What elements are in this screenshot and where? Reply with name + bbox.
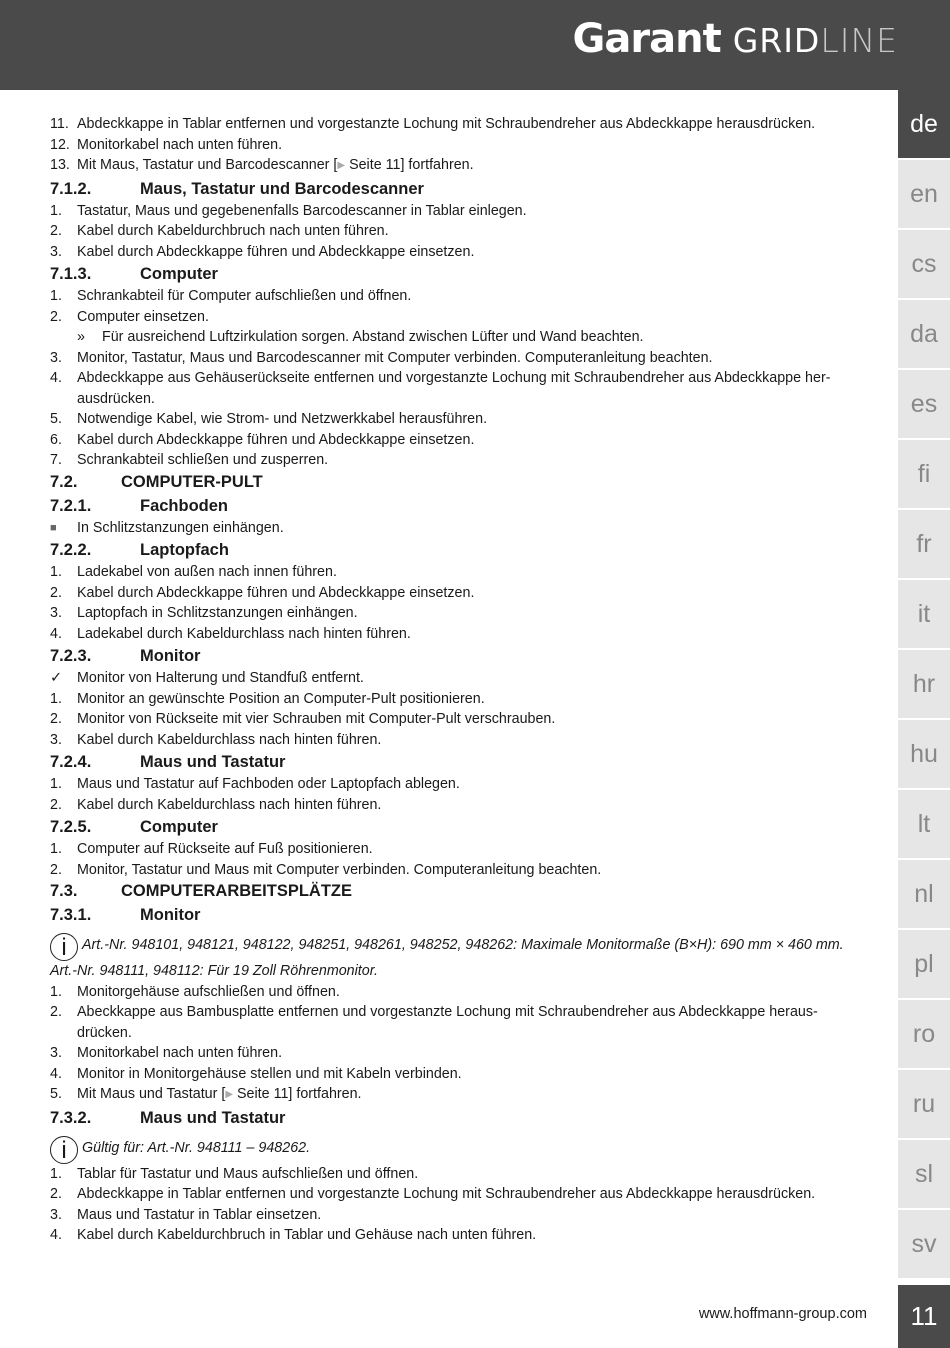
- section-heading-7-2-1: 7.2.1. Fachboden: [50, 496, 229, 515]
- list-text: Kabel durch Kabeldurchlass nach hinten führen.: [77, 796, 382, 813]
- list-number: 1.: [50, 690, 62, 707]
- language-tab-hu[interactable]: hu: [898, 720, 950, 788]
- list-text: Monitor an gewünschte Position an Computer-Pult positionieren.: [77, 690, 485, 707]
- page-header: [0, 0, 950, 90]
- language-tab-ro[interactable]: ro: [898, 1000, 950, 1068]
- language-tab-fi[interactable]: fi: [898, 440, 950, 508]
- language-tab-da[interactable]: da: [898, 300, 950, 368]
- list-text: Ladekabel von außen nach innen führen.: [77, 564, 337, 580]
- list-item: [50, 368, 870, 409]
- brand-name: Garant: [572, 16, 721, 62]
- page-link[interactable]: Seite 11] fortfahren.: [233, 1086, 362, 1102]
- list-text: Monitor, Tastatur, Maus und Barcodescanner mit Computer verbinden. Computeranleitung beachten.: [77, 349, 713, 366]
- list-item: [50, 730, 870, 751]
- list-text: Kabel durch Kabeldurchbruch in Tablar und Gehäuse nach unten führen.: [77, 1227, 537, 1243]
- list-number: 5.: [50, 411, 62, 427]
- list-text: Kabel durch Abdeckkappe führen und Abdeckkappe einsetzen.: [77, 243, 475, 260]
- list-item: [50, 1225, 870, 1246]
- list-text: Schrankabteil schließen und zusperren.: [77, 452, 329, 468]
- section-heading-7-2: 7.2. COMPUTER-PULT: [50, 472, 263, 491]
- list-text: Monitor von Rückseite mit vier Schrauben mit Computer-Pult verschrauben.: [77, 711, 556, 727]
- list-number: 1.: [50, 983, 62, 1000]
- list-number: 3.: [50, 349, 62, 366]
- list-item: [50, 839, 870, 860]
- section-heading-7-3: 7.3. COMPUTERARBEITSPLÄTZE: [50, 882, 352, 900]
- list-text: Monitorgehäuse aufschließen und öffnen.: [77, 983, 340, 1000]
- list-number: 4.: [50, 625, 62, 642]
- list-text: Abdeckkappe aus Gehäuserückseite entfernen und vorgestanzte Lochung mit Schraubendreher aus Abdeckkappe her-ausdrücken.: [77, 370, 831, 407]
- list-number: 3.: [50, 243, 62, 260]
- list-number: 3.: [50, 605, 62, 621]
- section-heading-7-1-2: 7.1.2. Maus, Tastatur und Barcodescanner: [50, 179, 424, 198]
- list-item: [50, 709, 870, 730]
- list-item: [50, 603, 870, 624]
- list-item: [50, 201, 870, 222]
- list-item: [50, 982, 870, 1003]
- list-text: Schrankabteil für Computer aufschließen und öffnen.: [77, 288, 412, 304]
- info-note: i Art.-Nr. 948101, 948121, 948122, 948251, 948261, 948252, 948262: Maximale Monitormaße (B×H): 690 mm × 460 mm. Art.-Nr. 948111, 948112: Für 19 Zoll Röhrenmonitor.: [50, 934, 844, 979]
- info-icon: i: [50, 933, 78, 961]
- list-number: 2.: [50, 223, 62, 239]
- list-text: Monitorkabel nach unten führen.: [77, 1045, 283, 1061]
- list-number: 4.: [50, 1065, 62, 1082]
- language-tab-fr[interactable]: fr: [898, 510, 950, 578]
- list-text: Computer auf Rückseite auf Fuß positionieren.: [77, 841, 373, 857]
- language-tab-pl[interactable]: pl: [898, 930, 950, 998]
- language-tab-cs[interactable]: cs: [898, 230, 950, 298]
- list-text: Notwendige Kabel, wie Strom- und Netzwerkkabel herausführen.: [77, 411, 488, 427]
- page-number: 11: [898, 1285, 950, 1348]
- section-heading-7-3-2: 7.3.2. Maus und Tastatur: [50, 1108, 286, 1127]
- list-item: [50, 1205, 870, 1226]
- list-text: Kabel durch Abdeckkappe führen und Abdeckkappe einsetzen.: [77, 584, 475, 601]
- language-tab-it[interactable]: it: [898, 580, 950, 648]
- list-item: [50, 1184, 870, 1205]
- list-item: [50, 242, 870, 263]
- list-item: 13. Mit Maus, Tastatur und Barcodescanner [▶ Seite 11] fortfahren.: [50, 155, 870, 177]
- info-note: i Gültig für: Art.-Nr. 948111 – 948262.: [50, 1136, 870, 1164]
- list-text: Ladekabel durch Kabeldurchlass nach hinten führen.: [77, 625, 411, 642]
- square-bullet-icon: ■: [50, 521, 57, 534]
- list-number: 1.: [50, 564, 62, 580]
- list-number: 2.: [50, 861, 62, 878]
- footer-url[interactable]: www.hoffmann-group.com: [698, 1306, 867, 1322]
- list-item: [50, 689, 870, 710]
- list-text: Monitor, Tastatur und Maus mit Computer verbinden. Computeranleitung beachten.: [77, 861, 602, 878]
- section-heading-7-2-4: 7.2.4. Maus und Tastatur: [50, 753, 286, 771]
- list-number: 2.: [50, 308, 62, 325]
- list-item: [50, 348, 870, 369]
- language-tab-sl[interactable]: sl: [898, 1140, 950, 1208]
- list-number: 7.: [50, 452, 62, 468]
- list-item: [50, 795, 870, 816]
- language-tab-en[interactable]: en: [898, 160, 950, 228]
- list-text: Maus und Tastatur auf Fachboden oder Laptopfach ablegen.: [77, 776, 460, 792]
- garant-gridline-logo: [573, 16, 898, 66]
- arrow-right-icon: ▶: [337, 160, 346, 171]
- page-link[interactable]: Seite 11] fortfahren.: [345, 157, 474, 173]
- list-number: 2.: [50, 1186, 62, 1202]
- language-tab-ru[interactable]: ru: [898, 1070, 950, 1138]
- language-tab-es[interactable]: es: [898, 370, 950, 438]
- list-item: [50, 860, 870, 881]
- language-tab-de[interactable]: de: [898, 90, 950, 158]
- language-tab-hr[interactable]: hr: [898, 650, 950, 718]
- list-text: Kabel durch Kabeldurchlass nach hinten führen.: [77, 731, 382, 748]
- list-number: 12.: [50, 136, 70, 153]
- list-number: 3.: [50, 1045, 62, 1061]
- list-number: 1.: [50, 202, 62, 219]
- list-number: 2.: [50, 711, 62, 727]
- list-number: 4.: [50, 370, 62, 386]
- list-subitem: » Für ausreichend Luftzirkulation sorgen. Abstand zwischen Lüfter und Wand beachten.: [77, 329, 644, 345]
- list-number: 4.: [50, 1227, 62, 1243]
- list-text: Kabel durch Abdeckkappe führen und Abdeckkappe einsetzen.: [77, 431, 475, 448]
- list-item: ■ In Schlitzstanzungen einhängen.: [50, 518, 870, 539]
- list-number: 1.: [50, 288, 62, 304]
- list-number: 2.: [50, 796, 62, 813]
- list-item: [50, 135, 870, 156]
- list-text: Abdeckkappe in Tablar entfernen und vorgestanzte Lochung mit Schraubendreher aus Abdeckkappe herausdrücken.: [77, 1186, 816, 1202]
- list-number: 11.: [50, 116, 69, 132]
- list-text: Computer einsetzen.: [77, 308, 209, 325]
- list-text: Maus und Tastatur in Tablar einsetzen.: [77, 1206, 322, 1223]
- section-heading-7-3-1: 7.3.1. Monitor: [50, 906, 201, 924]
- language-tab-sv[interactable]: sv: [898, 1210, 950, 1278]
- list-item: [50, 774, 870, 795]
- list-number: 2.: [50, 1004, 62, 1020]
- list-item: [50, 286, 870, 307]
- list-text: Tablar für Tastatur und Maus aufschließen und öffnen.: [77, 1165, 419, 1182]
- list-text: Abdeckkappe in Tablar entfernen und vorgestanzte Lochung mit Schraubendreher aus Abdeckkappe herausdrücken.: [77, 116, 816, 132]
- list-text: Abeckkappe aus Bambusplatte entfernen und vorgestanzte Lochung mit Schraubendreher aus Abdeckkappe heraus-drücken.: [77, 1004, 818, 1041]
- list-number: 3.: [50, 1206, 62, 1223]
- list-item: [50, 450, 870, 471]
- list-item: [50, 1002, 870, 1043]
- language-tab-nl[interactable]: nl: [898, 860, 950, 928]
- list-item: [50, 583, 870, 604]
- list-number: 1.: [50, 776, 62, 792]
- section-heading-7-2-2: 7.2.2. Laptopfach: [50, 541, 229, 559]
- language-tab-lt[interactable]: lt: [898, 790, 950, 858]
- language-tabs: [898, 90, 950, 1280]
- product-name-a: GRID: [732, 21, 821, 60]
- list-item: [50, 221, 870, 242]
- list-item: [50, 1043, 870, 1064]
- list-text: Monitorkabel nach unten führen.: [77, 136, 283, 153]
- section-heading-7-2-5: 7.2.5. Computer: [50, 818, 218, 836]
- list-item: [50, 114, 870, 135]
- list-text: Laptopfach in Schlitzstanzungen einhängen.: [77, 605, 358, 621]
- arrow-right-icon: ▶: [225, 1089, 234, 1100]
- list-item: [50, 430, 870, 451]
- manual-content: [50, 114, 870, 1246]
- list-number: 1.: [50, 1165, 62, 1182]
- section-heading-7-1-3: 7.1.3. Computer: [50, 265, 218, 283]
- list-item: [50, 307, 870, 328]
- list-item: [50, 562, 870, 583]
- list-text: Monitor in Monitorgehäuse stellen und mit Kabeln verbinden.: [77, 1065, 462, 1082]
- list-number: 1.: [50, 841, 62, 857]
- info-icon: i: [50, 1136, 78, 1164]
- list-text: Kabel durch Kabeldurchbruch nach unten führen.: [77, 223, 389, 239]
- list-item: 5. Mit Maus und Tastatur [▶ Seite 11] fortfahren.: [50, 1084, 870, 1106]
- checkmark-icon: ✓: [50, 670, 62, 686]
- list-text: Tastatur, Maus und gegebenenfalls Barcodescanner in Tablar einlegen.: [77, 202, 527, 219]
- list-item: [50, 1064, 870, 1085]
- product-name-b: LINE: [820, 21, 898, 60]
- list-item: [50, 624, 870, 645]
- precondition-item: ✓ Monitor von Halterung und Standfuß entfernt.: [50, 668, 870, 689]
- section-heading-7-2-3: 7.2.3. Monitor: [50, 647, 201, 665]
- list-number: 3.: [50, 731, 62, 748]
- list-item: [50, 409, 870, 430]
- list-number: 6.: [50, 431, 62, 448]
- list-number: 2.: [50, 584, 62, 601]
- list-item: [50, 1164, 870, 1185]
